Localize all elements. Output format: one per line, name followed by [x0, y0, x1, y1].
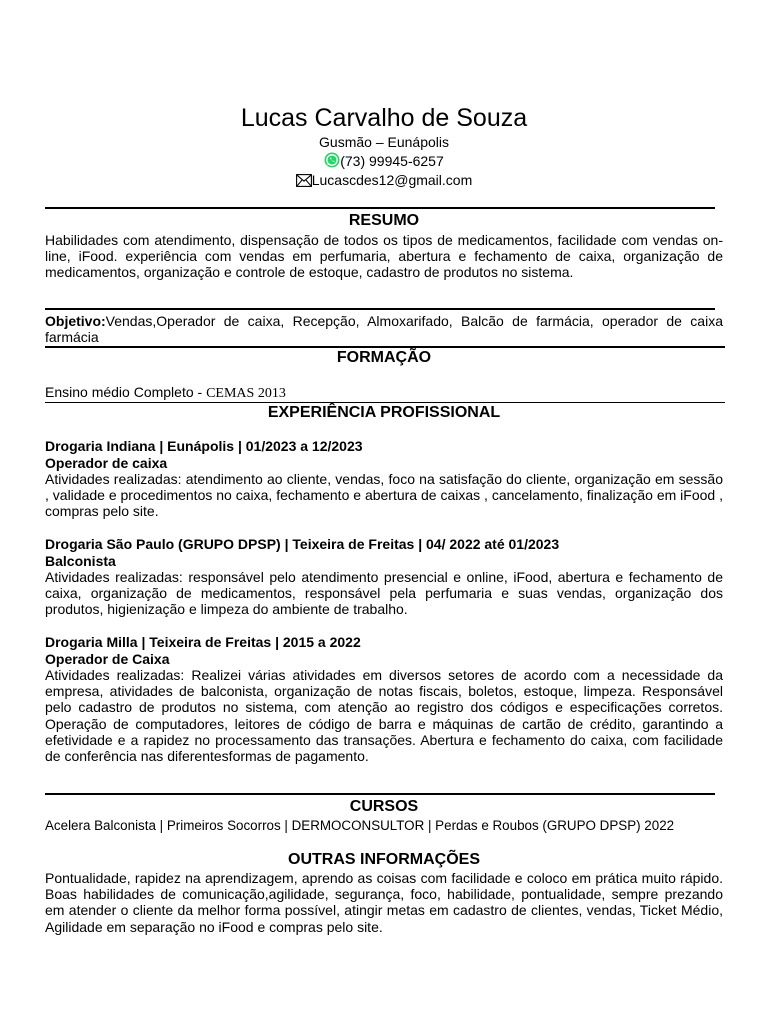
candidate-name: Lucas Carvalho de Souza — [240, 104, 528, 132]
job-description: Atividades realizadas: Realizei várias atividades em diversos setores de acordo com a necessidade da empresa, atividades de balconista, organização de notas fiscais, boletos, estoque, limpeza. Responsável pelo cadastro de produtos no sistema, com atenção ao registro dos códigos e especificações corretos. Operação de computadores, leitores de código de barra e máquinas de cartão de crédito, garantindo a efetividade e a rapidez no processamento das transações. Abertura e fechamento do caixa, com facilidade de conferência nas diferentesformas de pagamento. — [45, 667, 723, 765]
objetivo-text: Vendas,Operador de caixa, Recepção, Almoxarifado, Balcão de farmácia, operador de caixa farmácia — [45, 313, 723, 346]
email-address: Lucascdes12@gmail.com — [311, 172, 473, 188]
outras-text: Pontualidade, rapidez na aprendizagem, aprendo as coisas com facilidade e coloco em prática muito rápido. Boas habilidades de comunicação,agilidade, segurança, foco, habilidade, pontualidade, sempre prezando em atender o cliente da melhor forma possível, atingir metas em cadastro de clientes, vendas, Ticket Médio, Agilidade em separação no iFood e compras pelo site. — [45, 870, 723, 935]
job-heading: Drogaria São Paulo (GRUPO DPSP) | Teixeira de Freitas | 04/ 2022 até 01/2023 — [45, 536, 560, 552]
job-role: Operador de caixa — [45, 455, 168, 471]
resumo-heading: RESUMO — [348, 212, 420, 229]
cursos-heading: CURSOS — [349, 798, 419, 815]
location: Gusmão – Eunápolis — [319, 134, 449, 150]
formacao-course: Ensino médio Completo - — [45, 384, 207, 400]
job-role: Balconista — [45, 553, 116, 569]
formacao-school: CEMAS 2013 — [206, 386, 286, 401]
divider — [45, 793, 715, 795]
cursos-list: Acelera Balconista | Primeiros Socorros | DERMOCONSULTOR | Perdas e Roubos (GRUPO DPSP) 2022 — [45, 818, 675, 833]
envelope-icon — [296, 173, 312, 191]
whatsapp-icon — [324, 152, 340, 172]
job-heading: Drogaria Indiana | Eunápolis | 01/2023 a 12/2023 — [45, 438, 363, 454]
divider — [45, 308, 715, 310]
email-line — [0, 171, 768, 191]
experiencia-heading: EXPERIÊNCIA PROFISSIONAL — [267, 404, 501, 421]
objetivo-paragraph — [45, 313, 723, 345]
resumo-text: Habilidades com atendimento, dispensação de todos os tipos de medicamentos, facilidade com vendas on-line, iFood. experiência com vendas em perfumaria, abertura e fechamento de caixa, organização de medicamentos, organização e controle de estoque, cadastro de produtos no sistema. — [45, 232, 723, 281]
divider — [45, 207, 715, 209]
formacao-heading: FORMAÇÃO — [336, 349, 432, 366]
formacao-item — [45, 384, 723, 402]
phone-number: (73) 99945-6257 — [340, 153, 444, 169]
outras-heading: OUTRAS INFORMAÇÕES — [288, 851, 480, 868]
job-description: Atividades realizadas: responsável pelo atendimento presencial e online, iFood, abertura e fechamento de caixa, organização de medicamentos, responsável pela perfumaria e suas vendas, organização dos produtos, higienização e limpeza do ambiente de trabalho. — [45, 569, 723, 618]
job-description: Atividades realizadas: atendimento ao cliente, vendas, foco na satisfação do cliente, organização em sessão , validade e procedimentos no caixa, fechamento e abertura de caixas , cancelamento, finalização em iFood , compras pelo site. — [45, 471, 723, 520]
job-heading: Drogaria Milla | Teixeira de Freitas | 2015 a 2022 — [45, 634, 361, 650]
job-role: Operador de Caixa — [45, 651, 170, 667]
phone-line — [0, 152, 768, 172]
objetivo-label: Objetivo: — [45, 313, 106, 329]
